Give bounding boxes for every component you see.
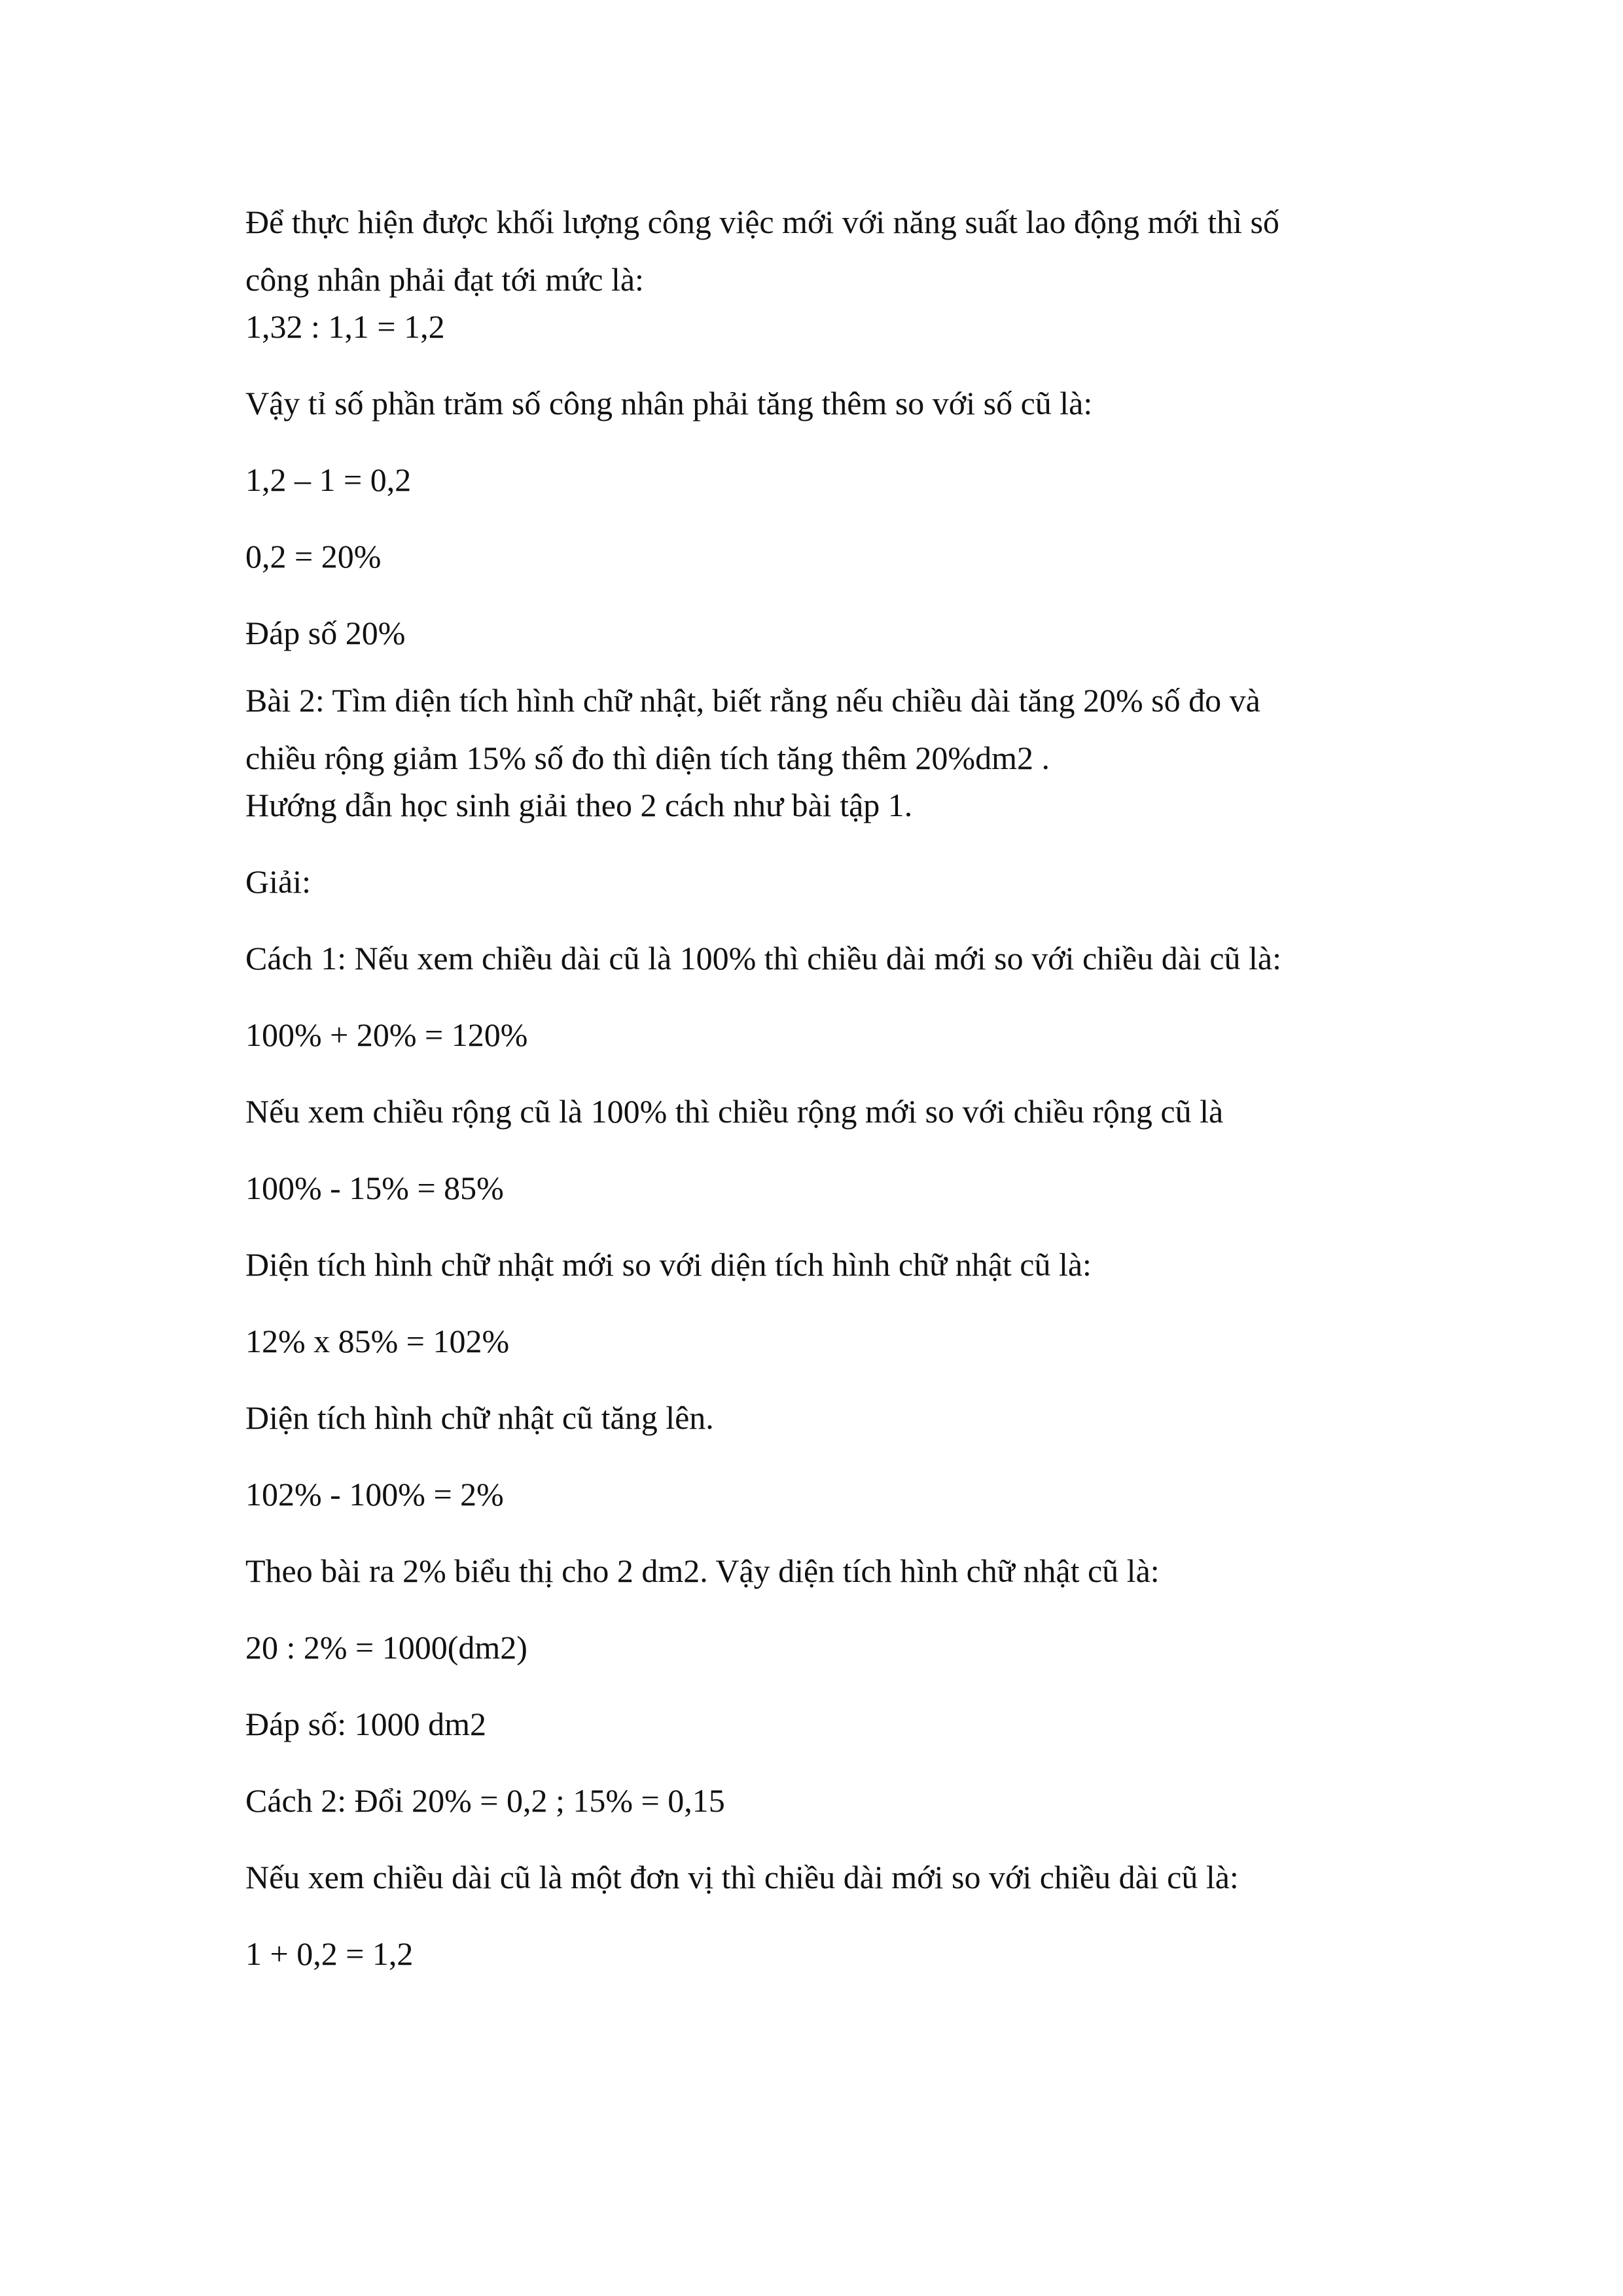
- exercise-2-statement: [245, 672, 1397, 776]
- text-line: Nếu xem chiều dài cũ là một đơn vị thì chiều dài mới so với chiều dài cũ là:: [245, 1859, 1239, 1895]
- equation-line: 0,2 = 20%: [245, 538, 382, 575]
- text-line: Vậy tỉ số phần trăm số công nhân phải tăng thêm so với số cũ là:: [245, 385, 1093, 422]
- text-line: Cách 2: Đổi 20% = 0,2 ; 15% = 0,15: [245, 1782, 725, 1819]
- text-line: công nhân phải đạt tới mức là:: [245, 261, 644, 298]
- text-line: chiều rộng giảm 15% số đo thì diện tích tăng thêm 20%dm2 .: [245, 740, 1050, 776]
- text-line: Hướng dẫn học sinh giải theo 2 cách như bài tập 1.: [245, 787, 913, 823]
- equation-line: 1,2 – 1 = 0,2: [245, 461, 412, 498]
- equation-line: 1,32 : 1,1 = 1,2: [245, 308, 445, 345]
- equation-line: 102% - 100% = 2%: [245, 1476, 504, 1513]
- equation-line: 12% x 85% = 102%: [245, 1323, 510, 1359]
- text-line: Theo bài ra 2% biểu thị cho 2 dm2. Vậy diện tích hình chữ nhật cũ là:: [245, 1552, 1160, 1589]
- text-line: Diện tích hình chữ nhật cũ tăng lên.: [245, 1399, 714, 1436]
- equation-line: 100% - 15% = 85%: [245, 1170, 504, 1206]
- text-line: Diện tích hình chữ nhật mới so với diện tích hình chữ nhật cũ là:: [245, 1246, 1092, 1283]
- equation-line: 1 + 0,2 = 1,2: [245, 1935, 414, 1972]
- text-line: Để thực hiện được khối lượng công việc mới với năng suất lao động mới thì số: [245, 204, 1279, 240]
- answer-line: Đáp số 20%: [245, 615, 406, 651]
- paragraph-workers-needed: [245, 193, 1397, 298]
- equation-line: 20 : 2% = 1000(dm2): [245, 1629, 527, 1666]
- solution-heading: Giải:: [245, 863, 311, 900]
- document-body: [245, 193, 1397, 1992]
- answer-line: Đáp số: 1000 dm2: [245, 1706, 487, 1742]
- equation-line: 100% + 20% = 120%: [245, 1016, 528, 1053]
- text-line: Bài 2: Tìm diện tích hình chữ nhật, biết rằng nếu chiều dài tăng 20% số đo và: [245, 682, 1260, 719]
- text-line: Cách 1: Nếu xem chiều dài cũ là 100% thì chiều dài mới so với chiều dài cũ là:: [245, 940, 1281, 977]
- text-line: Nếu xem chiều rộng cũ là 100% thì chiều rộng mới so với chiều rộng cũ là: [245, 1093, 1224, 1130]
